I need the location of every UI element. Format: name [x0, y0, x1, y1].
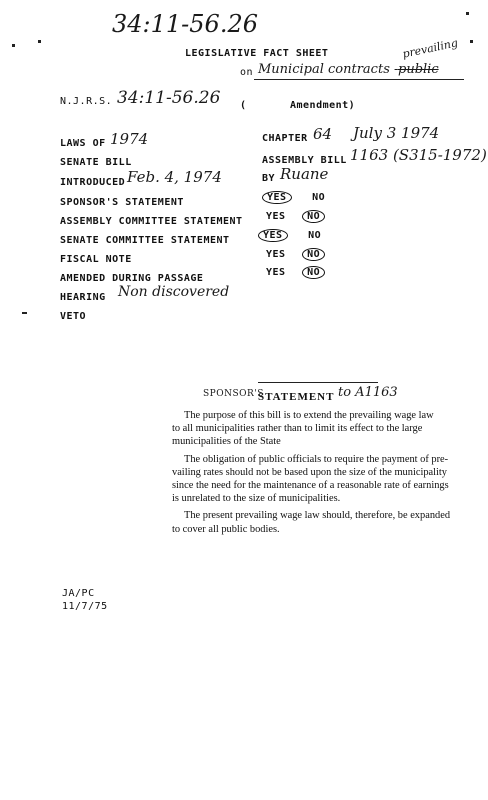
no-circled: NO [302, 266, 325, 279]
amended-during-passage-label: AMENDED DURING PASSAGE [60, 273, 204, 284]
assembly-committee-yes-no [266, 210, 325, 223]
assembly-bill-value: 1163 (S315-1972) [350, 146, 487, 164]
text-line: to all municipalities rather than to limit its effect to the large [172, 423, 423, 435]
document-title: LEGISLATIVE FACT SHEET [185, 48, 329, 59]
yes-circled: YES [258, 229, 288, 242]
senate-bill-label: SENATE BILL [60, 157, 132, 168]
sponsors-statement-yes-no [262, 191, 325, 204]
yes-option: YES [266, 249, 286, 260]
introduced-value: Feb. 4, 1974 [127, 168, 222, 186]
by-label: BY [262, 173, 276, 184]
fiscal-note-yes-no [266, 248, 325, 261]
subject-underline [254, 79, 464, 80]
scan-mark [12, 44, 15, 47]
footer-date: 11/7/75 [62, 601, 108, 612]
amendment-open-paren: ( [240, 100, 247, 111]
no-circled: NO [302, 248, 325, 261]
assembly-bill-label: ASSEMBLY BILL [262, 155, 347, 166]
hearing-value: Non discovered [118, 284, 230, 300]
laws-of-label: LAWS OF [60, 138, 106, 149]
scan-mark [22, 312, 27, 314]
amendment-label: Amendment) [290, 100, 356, 111]
text-line: The obligation of public officials to require the payment of pre- [184, 453, 449, 465]
text-line: is unrelated to the size of municipalities. [172, 493, 341, 505]
text-line: The present prevailing wage law should, therefore, be expanded [184, 510, 451, 522]
footer-initials: JA/PC [62, 588, 95, 599]
paragraph [172, 509, 450, 535]
no-option: NO [308, 230, 322, 241]
statement-hand-prefix: SPONSOR'S [203, 389, 264, 399]
njrs-value: 34:11-56.26 [117, 88, 221, 108]
assembly-committee-statement-label: ASSEMBLY COMMITTEE STATEMENT [60, 216, 243, 227]
laws-of-value: 1974 [110, 130, 149, 148]
subject-handwritten: Municipal contracts - [258, 62, 399, 77]
text-line: vailing rates should not be based upon the size of the municipality [172, 466, 448, 478]
scan-mark [470, 40, 473, 43]
statement-body [172, 409, 450, 536]
text-line: since the need for the maintenance of a reasonable rate of earnings [172, 480, 449, 492]
subject-insert: prevailing [401, 36, 460, 61]
scan-mark [466, 12, 469, 15]
chapter-label: CHAPTER [262, 133, 308, 144]
on-label: on [240, 67, 254, 78]
statement-heading: STATEMENT [258, 391, 335, 403]
introduced-label: INTRODUCED [60, 177, 126, 188]
yes-option: YES [266, 267, 286, 278]
fiscal-note-label: FISCAL NOTE [60, 254, 132, 265]
paragraph [172, 409, 450, 449]
yes-option: YES [266, 211, 286, 222]
no-circled: NO [302, 210, 325, 223]
statement-hand-suffix: to A1163 [338, 385, 398, 400]
top-citation-number: 34:11-56.26 [112, 10, 258, 38]
amended-yes-no [266, 266, 325, 279]
statement-rule [258, 382, 378, 383]
no-option: NO [312, 192, 326, 203]
sponsors-statement-label: SPONSOR'S STATEMENT [60, 197, 184, 208]
scan-mark [38, 40, 41, 43]
subject-struck: public [398, 62, 439, 77]
text-line: municipalities of the State [172, 436, 281, 448]
yes-circled: YES [262, 191, 292, 204]
njrs-label: N.J.R.S. [60, 96, 113, 107]
chapter-date: July 3 1974 [353, 124, 440, 142]
senate-committee-statement-label: SENATE COMMITTEE STATEMENT [60, 235, 230, 246]
chapter-value: 64 [313, 125, 333, 143]
hearing-label: HEARING [60, 292, 106, 303]
senate-committee-yes-no [258, 229, 321, 242]
veto-label: VETO [60, 311, 87, 322]
paragraph [172, 453, 450, 506]
text-line: to cover all public bodies. [172, 523, 280, 535]
text-line: The purpose of this bill is to extend the prevailing wage law [184, 410, 434, 421]
by-value: Ruane [280, 165, 329, 183]
